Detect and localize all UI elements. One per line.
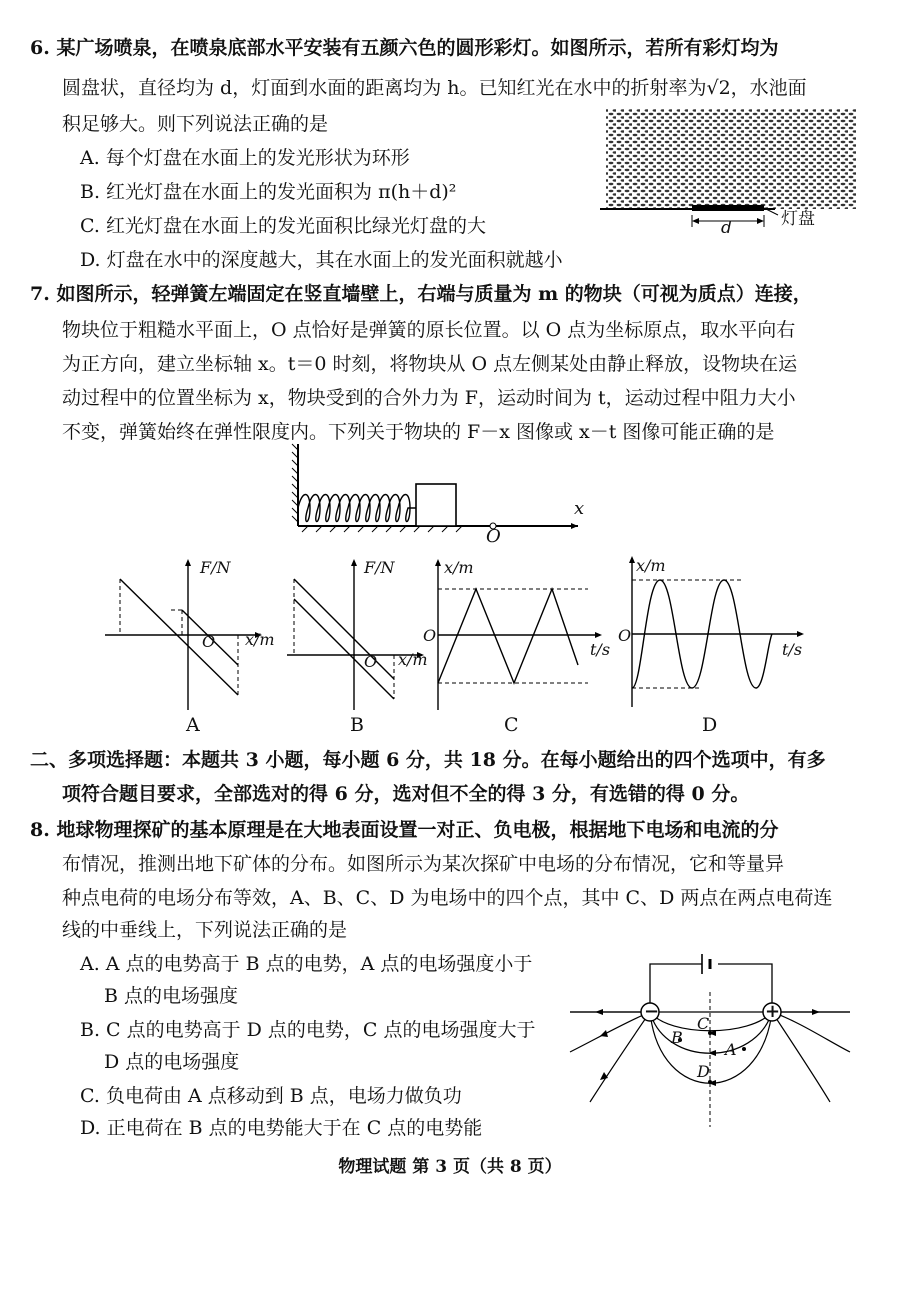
graph-c	[428, 555, 611, 715]
graph-b	[282, 555, 432, 715]
q6-option-a: A. 每个灯盘在水面上的发光形状为环形	[80, 147, 410, 169]
spring	[298, 495, 416, 522]
q8-point-d: D	[697, 1062, 710, 1081]
q8-point-a: A	[725, 1040, 737, 1059]
section2-line-2: 项符合题目要求，全部选对的得 6 分，选对但不全的得 3 分，有选错的得 0 分。	[62, 783, 750, 805]
graph-b-ylabel: F/N	[364, 558, 395, 577]
q8-line-1: 8. 地球物理探矿的基本原理是在大地表面设置一对正、负电极，根据地下电场和电流的分	[30, 819, 779, 841]
graph-a-xlabel: x/m	[245, 630, 275, 649]
block	[416, 484, 456, 526]
q6-line-3: 积足够大。则下列说法正确的是	[62, 113, 329, 135]
graph-d-origin: O	[618, 626, 632, 645]
section2-line-1: 二、多项选择题：本题共 3 小题，每小题 6 分，共 18 分。在每小题给出的四个选项中，有多	[30, 749, 826, 771]
graph-c-origin: O	[423, 626, 437, 645]
graph-d-ylabel: x/m	[636, 556, 666, 575]
graph-c-ylabel: x/m	[444, 558, 474, 577]
graph-c-caption: C	[504, 714, 519, 736]
graph-c-zigzag	[438, 589, 578, 683]
q8-line-3: 种点电荷的电场分布等效，A、B、C、D 为电场中的四个点，其中 C、D 两点在两点电荷连	[62, 887, 833, 909]
graph-b-xlabel: x/m	[398, 650, 428, 669]
q8-line-2: 布情况，推测出地下矿体的分布。如图所示为某次探矿中电场的分布情况，它和等量异	[62, 853, 785, 875]
graph-a-origin: O	[202, 632, 216, 651]
q8-plus-charge-label: +	[765, 1001, 781, 1022]
q7-line-5: 不变，弹簧始终在弹性限度内。下列关于物块的 F－x 图像或 x－t 图像可能正确的是	[62, 421, 775, 443]
q6-line-2: 圆盘状，直径均为 d，灯面到水面的距离均为 h。已知红光在水中的折射率为√2，水池面	[62, 77, 807, 99]
q6-option-c: C. 红光灯盘在水面上的发光面积比绿光灯盘的大	[80, 215, 486, 237]
q7-origin-label: O	[486, 526, 501, 547]
q6-line-1: 6. 某广场喷泉，在喷泉底部水平安装有五颜六色的圆形彩灯。如图所示，若所有彩灯均为	[30, 37, 779, 59]
q8-point-b: B	[671, 1028, 683, 1047]
page-footer: 物理试题 第 3 页（共 8 页）	[338, 1157, 562, 1177]
q8-point-c: C	[697, 1014, 710, 1033]
q7-line-2: 物块位于粗糙水平面上，O 点恰好是弹簧的原长位置。以 O 点为坐标原点，取水平向右	[62, 319, 796, 341]
q7-line-3: 为正方向，建立坐标轴 x。t＝0 时刻，将物块从 O 点左侧某处由静止释放，设物块在运	[62, 353, 798, 375]
graph-a-ylabel: F/N	[200, 558, 231, 577]
q8-option-b-2: D 点的电场强度	[104, 1051, 240, 1073]
q8-option-c: C. 负电荷由 A 点移动到 B 点，电场力做负功	[80, 1085, 462, 1107]
q8-option-d: D. 正电荷在 B 点的电势能大于在 C 点的电势能	[80, 1117, 483, 1139]
lamp-disc	[692, 205, 764, 211]
graph-b-caption: B	[350, 714, 364, 736]
q8-option-a-2: B 点的电场强度	[104, 985, 239, 1007]
graph-b-origin: O	[364, 652, 378, 671]
q8-line-4: 线的中垂线上，下列说法正确的是	[62, 919, 348, 941]
water-region	[606, 109, 856, 209]
q8-option-b-1: B. C 点的电势高于 D 点的电势，C 点的电场强度大于	[80, 1019, 536, 1041]
q6-label-lamp: 灯盘	[781, 209, 815, 229]
graph-d	[622, 552, 812, 712]
q7-axis-x-label: x	[574, 498, 585, 519]
q7-line-1: 7. 如图所示，轻弹簧左端固定在竖直墙壁上，右端与质量为 m 的物块（可视为质点）连接，	[30, 283, 812, 305]
graph-d-xlabel: t/s	[782, 640, 803, 659]
q6-option-d: D. 灯盘在水中的深度越大，其在水面上的发光面积就越小	[80, 249, 563, 271]
q8-minus-charge-label: −	[644, 1001, 660, 1022]
q6-label-d: d	[721, 218, 732, 238]
q8-field-figure	[560, 952, 860, 1132]
graph-a-caption: A	[186, 714, 200, 736]
q6-option-b: B. 红光灯盘在水面上的发光面积为 π(h＋d)²	[80, 181, 457, 203]
graph-c-xlabel: t/s	[590, 640, 611, 659]
q8-option-a-1: A. A 点的电势高于 B 点的电势，A 点的电场强度小于	[80, 953, 533, 975]
graph-d-caption: D	[702, 714, 718, 736]
q7-spring-figure	[288, 440, 598, 540]
q7-line-4: 动过程中的位置坐标为 x，物块受到的合外力为 F，运动时间为 t，运动过程中阻力大小	[62, 387, 796, 409]
